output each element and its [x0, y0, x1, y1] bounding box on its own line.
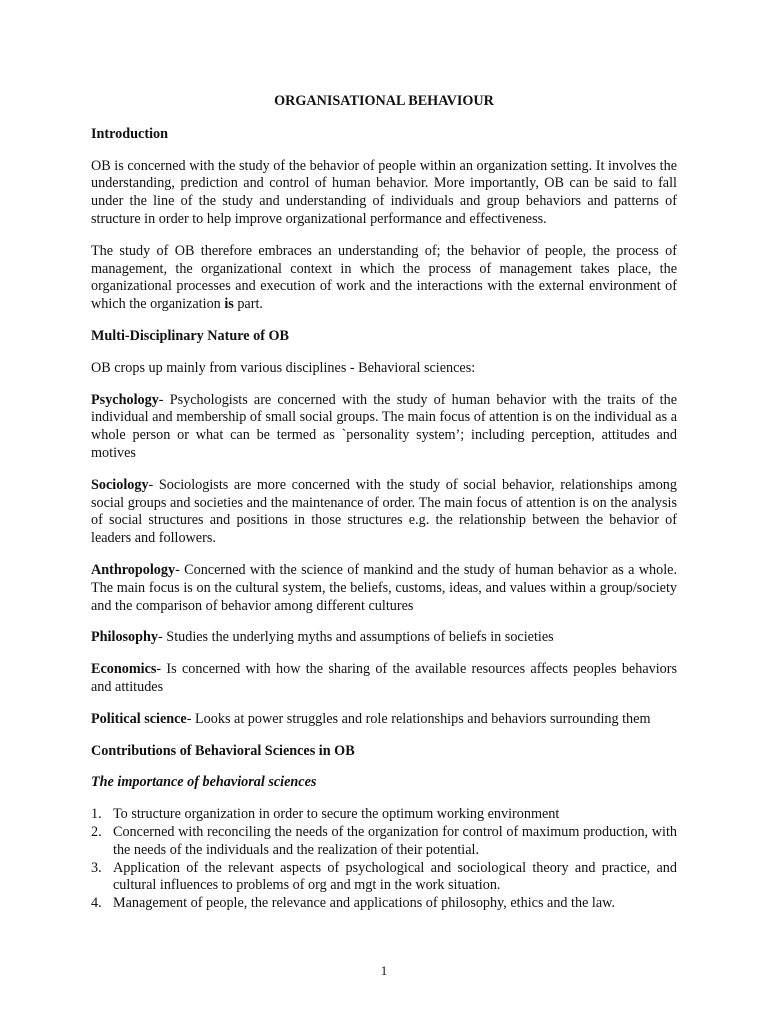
- list-item: [91, 824, 677, 860]
- discipline-description: - Studies the underlying myths and assumptions of beliefs in societies: [158, 629, 554, 646]
- introduction-paragraph-2: [91, 243, 677, 314]
- list-item: [91, 806, 677, 824]
- discipline-term: Economics: [91, 661, 157, 678]
- importance-subheading: The importance of behavioral sciences: [91, 774, 317, 791]
- introduction-paragraph-2-end: part.: [233, 296, 263, 313]
- list-item-number: 1.: [91, 806, 102, 823]
- discipline-description: - Sociologists are more concerned with the study of social behavior, relationships among social groups and societies and the maintenance of order. The main focus of attention is on the analysis of social structures and positions in those structures e.g. the relationship between the behavior of leaders and followers.: [91, 476, 677, 547]
- list-item-text: Concerned with reconciling the needs of the organization for control of maximum production, with the needs of the individuals and the realization of their potential.: [113, 823, 677, 858]
- discipline-term: Philosophy: [91, 629, 159, 646]
- list-item-text: Management of people, the relevance and applications of philosophy, ethics and the law.: [113, 895, 616, 912]
- introduction-heading: Introduction: [91, 125, 168, 142]
- contributions-heading: Contributions of Behavioral Sciences in OB: [91, 742, 355, 759]
- list-item-text: To structure organization in order to secure the optimum working environment: [113, 806, 560, 823]
- list-item-number: 3.: [91, 859, 102, 876]
- list-item: [91, 860, 677, 896]
- introduction-paragraph-2-bold: is: [224, 296, 234, 313]
- discipline-philosophy: [91, 629, 677, 647]
- discipline-description: - Is concerned with how the sharing of the available resources affects peoples behaviors and attitudes: [91, 661, 677, 695]
- discipline-description: - Looks at power struggles and role relationships and behaviors surrounding them: [186, 710, 651, 727]
- multidisciplinary-intro: OB crops up mainly from various disciplines - Behavioral sciences:: [91, 359, 476, 376]
- discipline-anthropology: [91, 562, 677, 615]
- importance-list: [91, 806, 677, 913]
- introduction-paragraph-2-text: The study of OB therefore embraces an understanding of; the behavior of people, the process of management, the organizational context in which the process of management takes place, the organizational processes and execution of work and the interactions with the external environment of which the organization: [91, 242, 677, 313]
- list-item-number: 4.: [91, 895, 102, 912]
- discipline-term: Psychology: [91, 391, 159, 408]
- discipline-term: Political science: [91, 710, 187, 727]
- discipline-psychology: [91, 392, 677, 463]
- document-title: ORGANISATIONAL BEHAVIOUR: [274, 93, 494, 109]
- discipline-economics: [91, 661, 677, 697]
- discipline-term: Sociology: [91, 476, 149, 493]
- discipline-description: - Concerned with the science of mankind and the study of human behavior as a whole. The main focus is on the cultural system, the beliefs, customs, ideas, and values within a group/society and the comparison of behavior among different cultures: [91, 561, 677, 614]
- document-page: [91, 93, 677, 913]
- page-number: 1: [380, 963, 388, 978]
- introduction-paragraph-1: OB is concerned with the study of the behavior of people within an organization setting. It involves the understanding, prediction and control of human behavior. More importantly, OB can be said to fall under the line of the study and understanding of individuals and group behaviors and patterns of structure in order to help improve organizational performance and effectiveness.: [91, 157, 677, 227]
- list-item-text: Application of the relevant aspects of psychological and sociological theory and practice, and cultural influences to problems of org and mgt in the work situation.: [113, 859, 677, 894]
- discipline-political-science: [91, 711, 677, 729]
- discipline-sociology: [91, 477, 677, 548]
- discipline-description: - Psychologists are concerned with the study of human behavior with the traits of the individual and membership of small social groups. The main focus of attention is on the individual as a whole person or what can be termed as `personality system’; including perception, attitudes and motives: [91, 391, 677, 461]
- list-item-number: 2.: [91, 823, 102, 840]
- multidisciplinary-heading: Multi-Disciplinary Nature of OB: [91, 327, 289, 344]
- list-item: [91, 895, 677, 913]
- discipline-term: Anthropology: [91, 561, 176, 578]
